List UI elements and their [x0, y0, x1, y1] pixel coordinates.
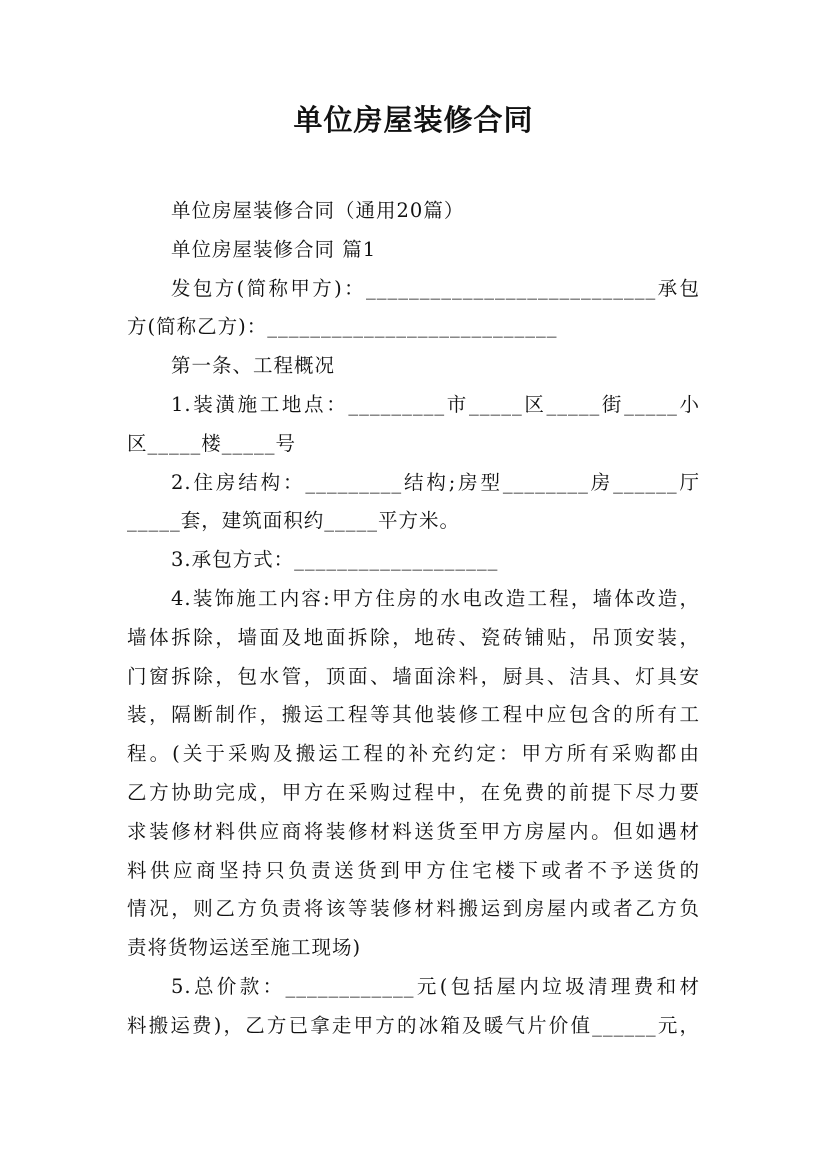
text-line: 装，隔断制作，搬运工程等其他装修工程中应包含的所有工: [127, 703, 700, 727]
text-line: 第一条、工程概况: [171, 354, 336, 378]
text-line: 发包方(简称甲方)：___________________________承包: [171, 276, 700, 300]
text-line: 程。(关于采购及搬运工程的补充约定：甲方所有采购都由: [127, 742, 700, 766]
text-line: 1.装潢施工地点：_________市_____区_____街_____小: [171, 392, 700, 416]
text-line: 料搬运费)，乙方已拿走甲方的冰箱及暖气片价值______元，: [127, 1013, 700, 1037]
text-line: 5.总价款：____________元(包括屋内垃圾清理费和材: [171, 974, 700, 998]
text-line: 单位房屋装修合同 篇1: [171, 237, 377, 261]
text-line: 求装修材料供应商将装修材料送货至甲方房屋内。但如遇材: [127, 819, 700, 843]
text-line: 2.住房结构：_________结构;房型________房______厅: [171, 470, 700, 494]
text-line: 责将货物运送至施工现场): [127, 936, 362, 960]
text-line: 区_____楼_____号: [127, 431, 297, 455]
text-line: 3.承包方式：___________________: [171, 548, 499, 572]
document-body: [127, 192, 700, 1046]
text-line: 料供应商坚持只负责送货到甲方住宅楼下或者不予送货的: [127, 858, 700, 882]
text-line: 情况，则乙方负责将该等装修材料搬运到房屋内或者乙方负: [127, 897, 700, 921]
text-line: 方(简称乙方)：___________________________: [127, 315, 558, 339]
document-title: 单位房屋装修合同: [293, 103, 534, 137]
text-line: 乙方协助完成，甲方在采购过程中，在免费的前提下尽力要: [127, 780, 700, 804]
text-line: 单位房屋装修合同（通用20篇）: [171, 199, 465, 222]
text-line: 门窗拆除，包水管，顶面、墙面涂料，厨具、洁具、灯具安: [127, 664, 700, 688]
text-line: 4.装饰施工内容:甲方住房的水电改造工程，墙体改造，: [171, 586, 700, 610]
text-line: _____套，建筑面积约_____平方米。: [127, 509, 461, 533]
text-line: 墙体拆除，墙面及地面拆除，地砖、瓷砖铺贴，吊顶安装，: [127, 625, 700, 649]
